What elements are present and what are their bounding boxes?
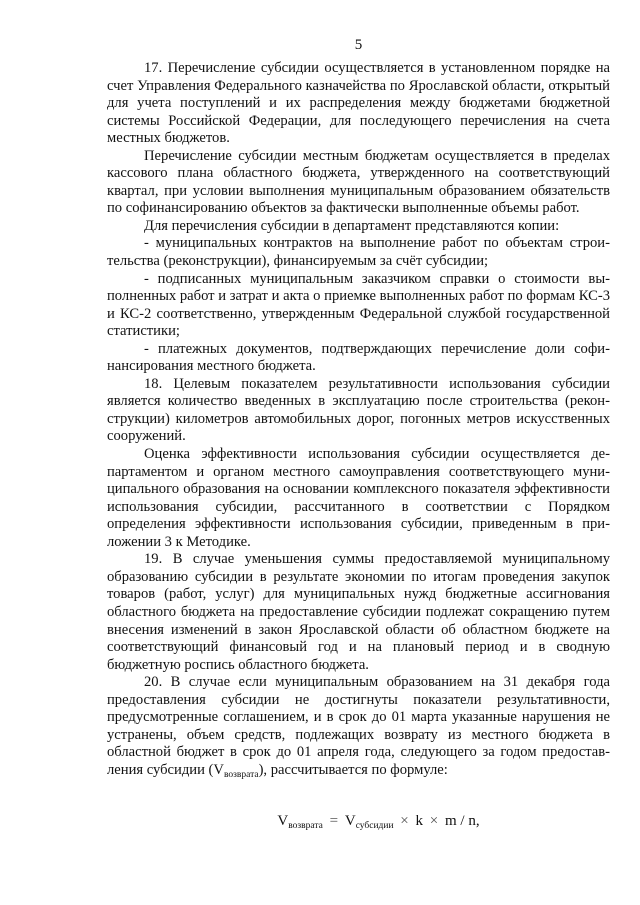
formula-lhs-sub: возврата: [288, 821, 323, 832]
page-number: 5: [354, 37, 363, 53]
paragraph-20-subscript: возврата: [223, 769, 259, 780]
list-item-contracts: - муниципальных контрактов на выполнение работ по объектам строительства (реконструкции), финансируемым за счёт субсидии;: [107, 235, 610, 270]
document-page: [107, 36, 610, 835]
paragraph-documents-intro: Для перечисления субсидии в департамент представляются копии:: [144, 217, 560, 234]
formula-lhs-symbol: V: [277, 813, 289, 830]
paragraph-20: [107, 674, 610, 784]
paragraph-20-tail: ), рассчитывается по формуле:: [258, 761, 448, 778]
formula-rhs-sub: субсидии: [355, 821, 394, 832]
paragraph-18: 18. Целевым показателем результативности использования субсидии является количество введенных в эксплуатацию после строительства (реконструкции) километров автомобильных дорог, погонных метров искусственных сооружений.: [107, 375, 610, 445]
return-formula: [107, 812, 610, 835]
list-item-payment-documents: - платежных документов, подтверждающих перечисление доли софинансирования местного бюджета.: [107, 340, 610, 375]
paragraph-17: 17. Перечисление субсидии осуществляется в установленном порядке на счет Управления Федерального казначейства по Ярославской области, открытый для учета поступлений и их распределения между бюджетами бюджетной системы Российской Федерации, для последующего перечисления на счета местных бюджетов.: [107, 60, 610, 147]
formula-rhs-symbol: V: [344, 813, 356, 830]
formula-times-2: ×: [429, 813, 439, 830]
list-item-certificates: - подписанных муниципальным заказчиком справки о стоимости выполненных работ и затрат и акта о приемке выполненных работ по формам КС-3 и КС-2 соответственно, утвержденным Федеральной службой государственной статистики;: [107, 270, 610, 340]
formula-m: m: [444, 813, 457, 830]
formula-equals: =: [329, 813, 339, 830]
paragraph-19: 19. В случае уменьшения суммы предоставляемой муниципальному образованию субсидии в результате экономии по итогам проведения закупок товаров (работ, услуг) для муниципальных нужд бюджетные ассигнования областного бюджета на предоставление субсидии подлежат сокращению путем внесения изменений в закон Ярославской области об областном бюджете на соответствующий финансовый год и на плановый период и в сводную бюджетную роспись областного бюджета.: [107, 551, 610, 673]
paragraph-20-text: 20. В случае если муниципальным образованием на 31 декабря года предоставления субсидии не достигнуты показатели результативности, предусмотренные соглашением, и в срок до 01 марта указанные нарушения не устранены, объем средств, подлежащих возврату из местного бюджета в областной бюджет в срок до 01 апреля года, следующего за годом предоставления субсидии (V: [107, 674, 610, 778]
formula-times-1: ×: [400, 813, 409, 830]
formula-n: n,: [468, 813, 480, 830]
formula-div: /: [460, 813, 465, 830]
formula-k: k: [415, 813, 424, 830]
paragraph-transfer-local-budgets: Перечисление субсидии местным бюджетам осуществляется в пределах кассового плана областного бюджета, утвержденного на соответствующий квартал, при условии выполнения муниципальным образованием обязательств по софинансированию объектов за фактически выполненные объемы работ.: [107, 147, 610, 217]
paragraph-efficiency: Оценка эффективности использования субсидии осуществляется департаментом и органом местного самоуправления соответствующего муниципального образования на основании комплексного показателя эффективности использования субсидии, рассчитанного в соответствии с Порядком определения эффективности использования субсидии, приведенным в приложении 3 к Методике.: [107, 446, 610, 550]
